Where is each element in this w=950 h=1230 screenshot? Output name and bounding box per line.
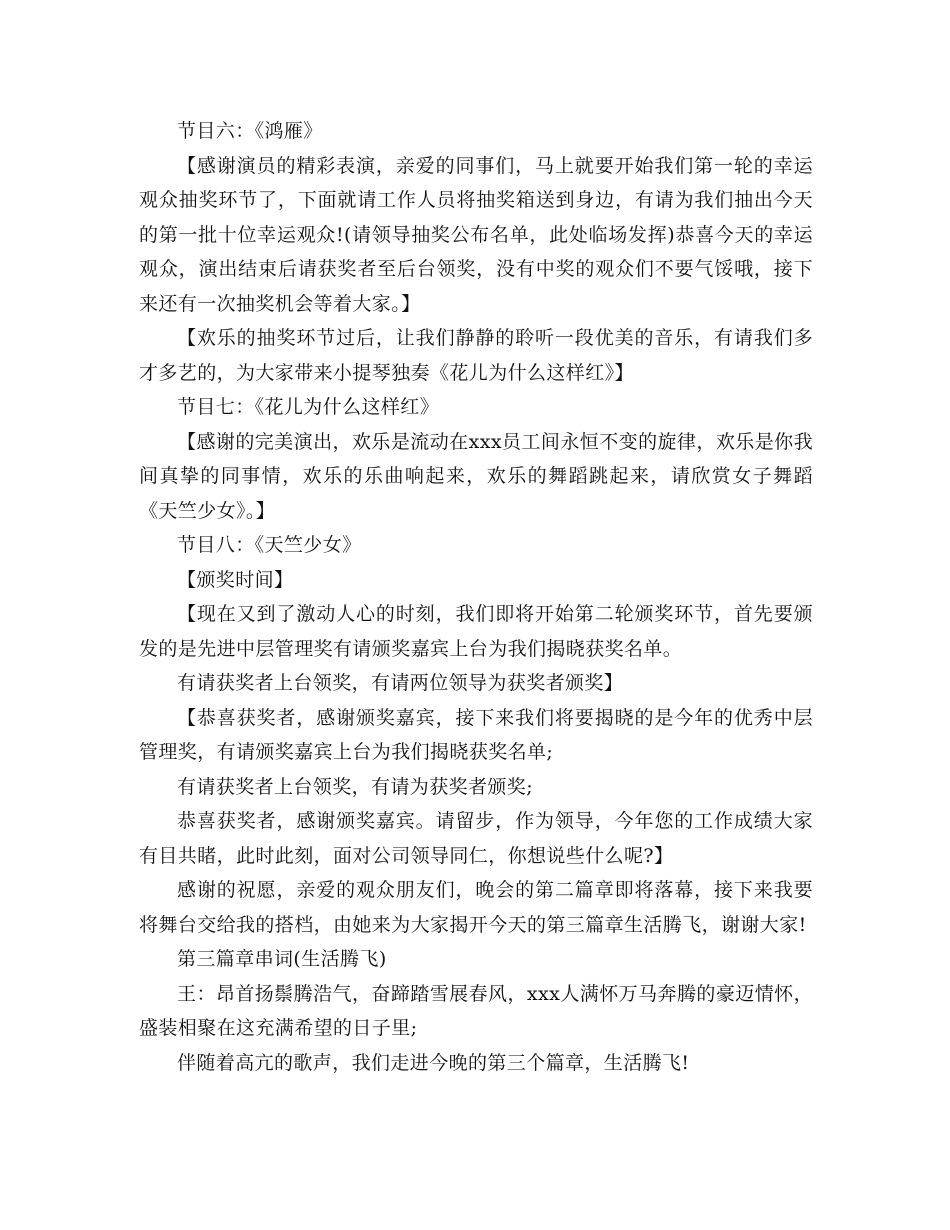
leader-speech-paragraph: 恭喜获奖者，感谢颁奖嘉宾。请留步，作为领导，今年您的工作成绩大家有目共睹，此时此刻，面对公司领导同仁，你想说些什么呢?】 [139, 810, 813, 867]
chapter-three-opening-paragraph: 伴随着高亢的歌声，我们走进今晚的第三个篇章，生活腾飞! [177, 1051, 690, 1074]
second-round-award-paragraph: 【现在又到了激动人心的时刻，我们即将开始第二轮颁奖环节，首先要颁发的是先进中层管理奖有请颁奖嘉宾上台为我们揭晓获奖名单。 [139, 603, 813, 660]
lottery-paragraph: 【感谢演员的精彩表演，亲爱的同事们，马上就要开始我们第一轮的幸运观众抽奖环节了，下面就请工作人员将抽奖箱送到身边，有请为我们抽出今天的第一批十位幸运观众!(请领导抽奖公布名单，此处临场发挥)恭喜今天的幸运观众，演出结束后请获奖者至后台领奖，没有中奖的观众们不要气馁哦，接下来还有一次抽奖机会等着大家。】 [139, 154, 813, 315]
winners-on-stage-paragraph: 有请获奖者上台领奖，有请两位领导为获奖者颁奖】 [177, 672, 624, 694]
middle-management-award-paragraph: 【恭喜获奖者，感谢颁奖嘉宾，接下来我们将要揭晓的是今年的优秀中层管理奖，有请颁奖嘉宾上台为我们揭晓获奖名单; [139, 706, 813, 763]
document-body [139, 114, 813, 1080]
present-award-paragraph: 有请获奖者上台领奖，有请为获奖者颁奖; [177, 775, 534, 798]
program-seven-title: 节目七：《花儿为什么这样红》 [177, 396, 440, 418]
chapter-three-title: 第三篇章串词(生活腾飞) [177, 948, 387, 970]
violin-intro-paragraph: 【欢乐的抽奖环节过后，让我们静静的聆听一段优美的音乐，有请我们多才多艺的，为大家带来小提琴独奏《花儿为什么这样红》】 [139, 327, 813, 384]
award-time-heading: 【颁奖时间】 [177, 568, 294, 591]
dance-intro-paragraph: 【感谢的完美演出，欢乐是流动在xxx员工间永恒不变的旋律，欢乐是你我间真挚的同事情，欢乐的乐曲响起来，欢乐的舞蹈跳起来，请欣赏女子舞蹈《天竺少女》。】 [139, 430, 813, 522]
host-wang-paragraph: 王：昂首扬鬃腾浩气，奋蹄踏雪展春风，xxx人满怀万马奔腾的豪迈情怀，盛装相聚在这充满希望的日子里; [139, 982, 813, 1039]
program-eight-title: 节目八：《天竺少女》 [177, 534, 362, 556]
program-six-title: 节目六：《鸿雁》 [177, 120, 323, 142]
chapter-two-closing-paragraph: 感谢的祝愿，亲爱的观众朋友们，晚会的第二篇章即将落幕，接下来我要将舞台交给我的搭档，由她来为大家揭开今天的第三篇章生活腾飞，谢谢大家! [139, 879, 813, 936]
